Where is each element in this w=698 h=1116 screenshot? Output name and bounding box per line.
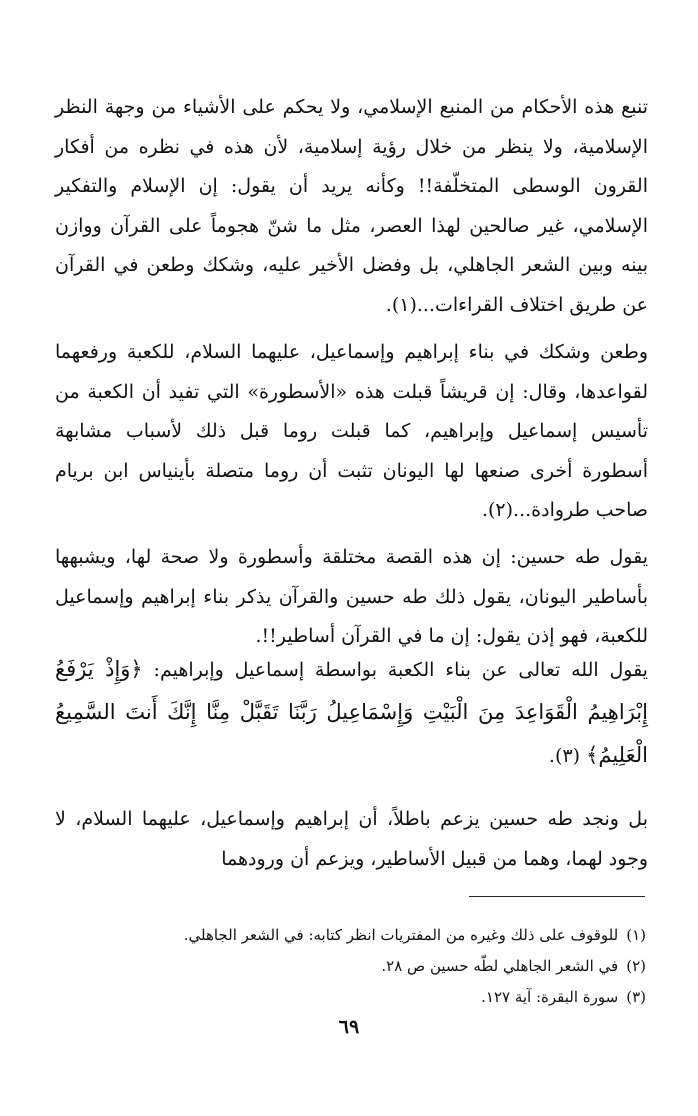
- body-paragraph-5: بل ونجد طه حسين يزعم باطلاً، أن إبراهيم وإسماعيل، عليهما السلام، لا وجود لهما، وهما من قبيل الأساطير، ويزعم أن ورودهما: [55, 808, 648, 870]
- footnote-text: في الشعر الجاهلي لطّه حسين ص ٢٨.: [381, 957, 619, 975]
- footnote-1: [60, 920, 646, 951]
- footnote-number: (٢): [626, 957, 646, 975]
- footnote-separator: [469, 896, 645, 897]
- footnotes: [60, 920, 646, 1013]
- footnote-3: [60, 982, 646, 1013]
- footnote-number: (١): [626, 926, 646, 944]
- body-paragraph-3: يقول طه حسين: إن هذه القصة مختلقة وأسطورة ولا صحة لها، ويشبهها بأساطير اليونان، يقول ذلك طه حسين والقرآن يذكر بناء إبراهيم وإسماعيل للكعبة، فهو إذن يقول: إن ما في القرآن أساطير!!.: [55, 546, 648, 647]
- footnote-2: [60, 951, 646, 982]
- quran-intro: يقول الله تعالى عن بناء الكعبة بواسطة إسماعيل وإبراهيم:: [153, 659, 648, 681]
- page-number: ٦٩: [338, 1016, 360, 1038]
- body-paragraph-2: وطعن وشكك في بناء إبراهيم وإسماعيل، عليهما السلام، للكعبة ورفعهما لقواعدها، وقال: إن قريشاً قبلت هذه «الأسطورة» التي تفيد أن الكعبة من تأسيس إسماعيل وإبراهيم، كما قبلت روما قبل ذلك لأسباب مشابهة أسطورة أخرى صنعها لها اليونان تثبت أن روما متصلة بأينياس ابن بريام صاحب طروادة...(٢).: [55, 341, 648, 521]
- quran-verse: ﴿وَإِذْ يَرْفَعُ إِبْرَاهِيمُ الْقَوَاعِدَ مِنَ الْبَيْتِ وَإِسْمَاعِيلُ رَبَّنَا تَقَبَّلْ مِنَّا إِنَّكَ أَنتَ السَّمِيعُ الْعَلِيمُ﴾: [55, 657, 648, 767]
- footnote-ref-3: (٣).: [548, 745, 581, 767]
- body-paragraph-1: تنبع هذه الأحكام من المنبع الإسلامي، ولا يحكم على الأشياء من وجهة النظر الإسلامية، ولا ينظر من خلال رؤية إسلامية، لأن هذه في نظره من أفكار القرون الوسطى المتخلّفة!! وكأنه يريد أن يقول: إن الإسلام والتفكير الإسلامي، غير صالحين لهذا العصر، مثل ما شنّ هجوماً على القرآن ووازن بينه وبين الشعر الجاهلي، بل وفضل الأخير عليه، وشكك وطعن في القرآن عن طريق اختلاف القراءات...(١).: [55, 96, 648, 316]
- footnote-number: (٣): [626, 988, 646, 1006]
- footnote-text: سورة البقرة: آية ١٢٧.: [481, 988, 619, 1006]
- quran-paragraph: [55, 648, 648, 777]
- footnote-text: للوقوف على ذلك وغيره من المفتريات انظر كتابه: في الشعر الجاهلي.: [183, 926, 619, 944]
